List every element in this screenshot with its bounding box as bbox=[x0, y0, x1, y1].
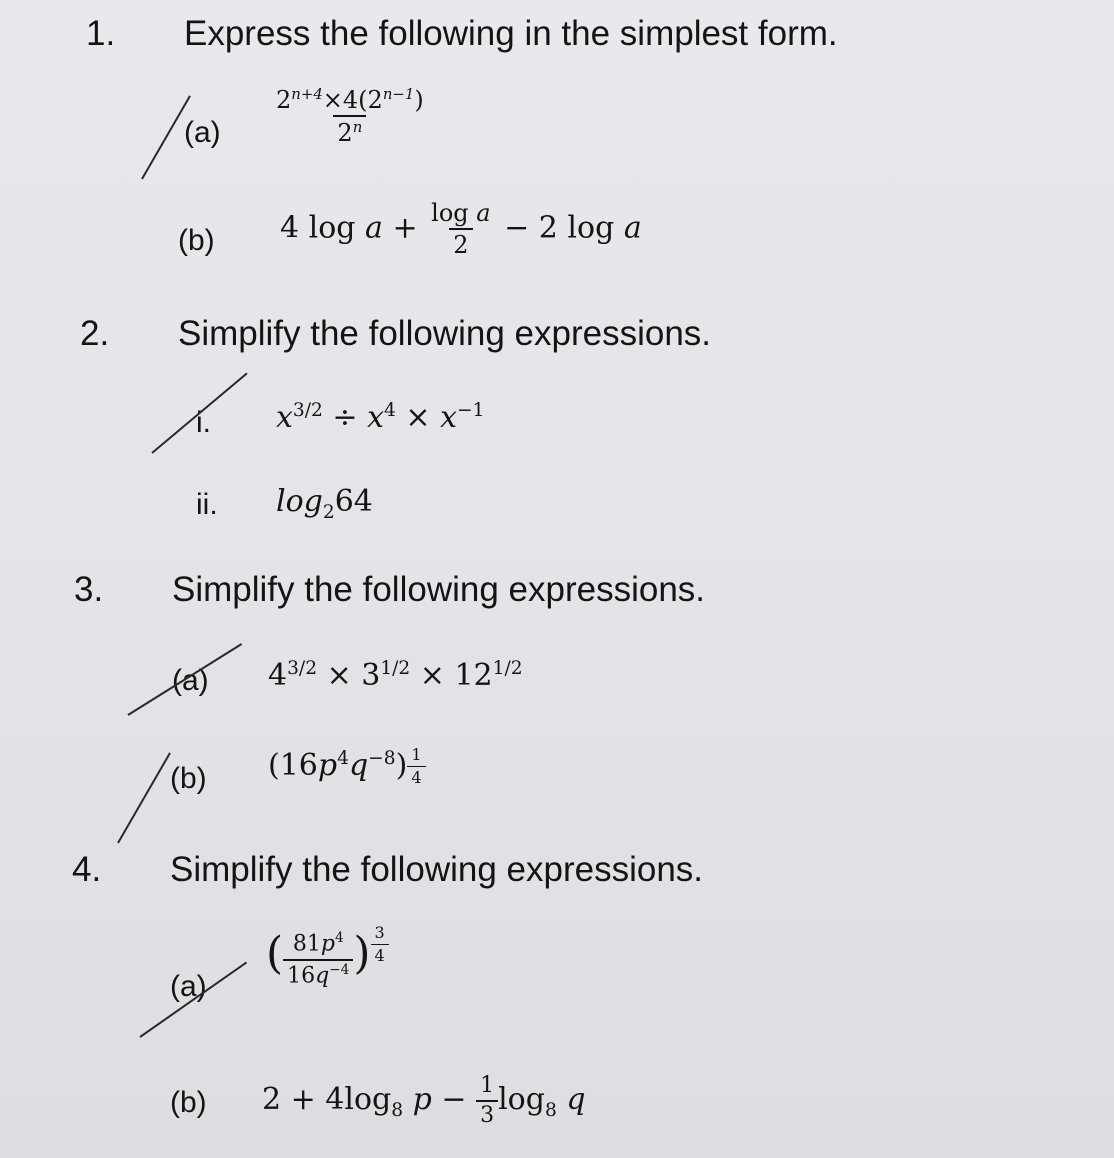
q3b-label: (b) bbox=[170, 762, 207, 795]
q1a-label: (a) bbox=[184, 116, 221, 149]
q2ii-label: ii. bbox=[196, 488, 218, 521]
tick-mark bbox=[117, 752, 171, 843]
q1b-label: (b) bbox=[178, 224, 215, 257]
q2ii-expression: $\log_264$ bbox=[276, 484, 373, 523]
question-4-instruction: Simplify the following expressions. bbox=[170, 850, 704, 889]
q2i-label: i. bbox=[196, 406, 211, 439]
q4a-expression: ( $\frac{81p^4}{16q^{-4}}$ ) $\frac{3}{4}$ bbox=[266, 928, 389, 989]
q1b-expression: 4 log a + $\frac{\text{log a}}{2}$ − 2 log a bbox=[280, 199, 642, 260]
q4b-label: (b) bbox=[170, 1086, 207, 1119]
q4a-label: (a) bbox=[170, 970, 207, 1003]
question-3-instruction: Simplify the following expressions. bbox=[172, 570, 706, 609]
question-1-instruction: Express the following in the simplest form. bbox=[184, 14, 838, 53]
tick-mark bbox=[127, 643, 242, 716]
tick-mark bbox=[151, 373, 247, 454]
q1a-expression: $\frac{2^{n+4}\times 4(2^{n-1})}{2^n}$ bbox=[276, 85, 424, 148]
question-4-number: 4. bbox=[72, 850, 102, 889]
q3a-expression: $4^{3/2} \times 3^{1/2} \times 12^{1/2}$ bbox=[268, 658, 523, 693]
question-2-number: 2. bbox=[80, 314, 110, 353]
question-2-instruction: Simplify the following expressions. bbox=[178, 314, 712, 353]
q2i-expression: $x^{3/2} \div x^4 \times x^{-1}$ bbox=[276, 400, 485, 435]
question-3-number: 3. bbox=[74, 570, 104, 609]
q3b-expression: $(16p^4q^{-8})$ $\frac{1}{4}$ bbox=[268, 748, 426, 786]
question-1-number: 1. bbox=[86, 14, 116, 53]
q4b-expression: $2 + 4\log_8$ p − $\frac{1}{3}$ $\log_8 q$ bbox=[262, 1073, 586, 1129]
q3a-label: (a) bbox=[172, 664, 209, 697]
